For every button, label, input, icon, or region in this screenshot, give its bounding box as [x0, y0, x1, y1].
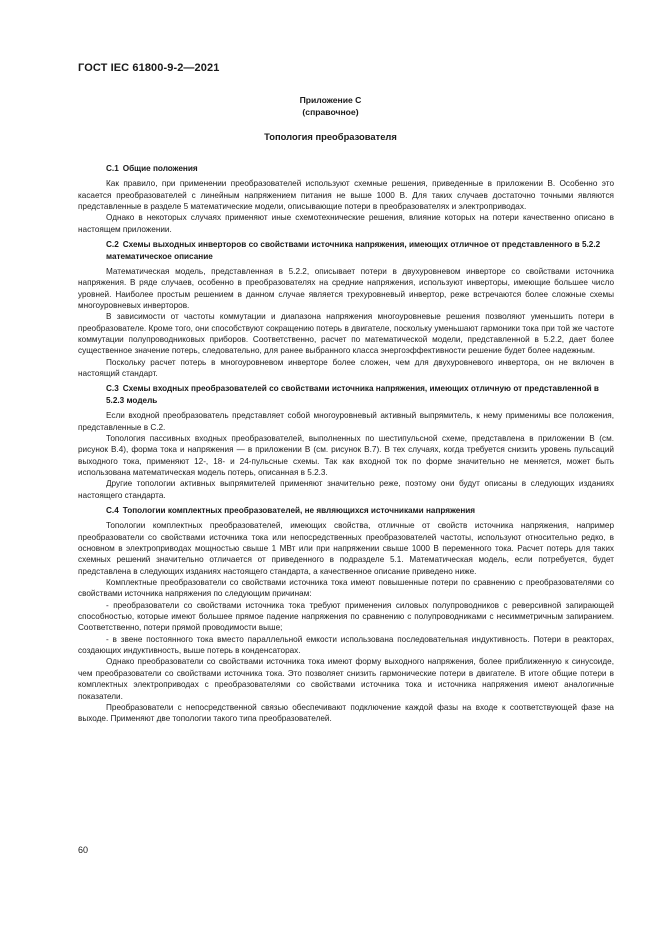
paragraph: Если входной преобразователь представляет собой многоуровневый активный выпрямитель, к нему применимы все положения, представленные в С.2.: [78, 411, 614, 432]
annex-subtitle: (справочное): [302, 107, 359, 117]
page-number: 60: [78, 845, 89, 855]
paragraph: Другие топологии активных выпрямителей применяют значительно реже, поэтому они будут описаны в следующих изданиях настоящего стандарта.: [78, 479, 614, 500]
paragraph: Как правило, при применении преобразователей используют схемные решения, приведенные в приложении В. Особенно это касается преобразователей с линейным напряжением питания не выше 1000 В. Для таких случаев достаточно точными являются представленные в разделе 5 математические модели, описывающие потери в преобразователях и электроприводах.: [78, 179, 614, 212]
paragraph: Однако в некоторых случаях применяют иные схемотехнические решения, влияние которых на потери качественно описано в настоящем приложении.: [78, 213, 614, 234]
section-heading: С.3 Схемы входных преобразователей со свойствами источника напряжения, имеющих отличную от представленной в 5.2.3 модель: [106, 384, 599, 405]
paragraph: Поскольку расчет потерь в многоуровневом инверторе более сложен, чем для двухуровневого инвертора, он не включен в настоящий стандарт.: [78, 357, 614, 379]
list-item: - преобразователи со свойствами источника тока требуют применения силовых полупроводников с реверсивной запирающей способностью, которые имеют большее прямое падение напряжения по сравнению с полупроводниками с несимметричным запиранием. Соответственно, потери прямой проводимости выше;: [78, 600, 614, 633]
document-header: ГОСТ IEC 61800-9-2—2021: [78, 62, 220, 74]
paragraph: Комплектные преобразователи со свойствами источника тока имеют повышенные потери по сравнению с преобразователями со свойствами источника напряжения по следующим причинам:: [78, 578, 614, 599]
annex-heading: Топология преобразователя: [264, 131, 397, 142]
paragraph: Однако преобразователи со свойствами источника тока имеют форму выходного напряжения, более приближенную к синусоиде, чем преобразователи со свойствами источника тока. Это позволяет снизить гармонические потери в двигателе. В итоге общие потери в комплектных электроприводах с преобразователями со свойствами источника тока и источника напряжения имеют аналогичные показатели.: [78, 657, 614, 701]
document-body: [78, 163, 614, 725]
section-heading: С.1 Общие положения: [106, 164, 198, 173]
paragraph: Топологии комплектных преобразователей, имеющих свойства, отличные от свойств источника напряжения, например преобразователи со свойствами источника тока или непосредственных преобразователей частоты, используют относительно редко, в основном в электроприводах мощностью свыше 1 МВт или при напряжении свыше 1000 В переменного тока. Расчет потерь для таких схемных решений значительно отличается от приведенного в подразделе 5.1. Математическая модель, если потребуется, будет представлена в следующих изданиях настоящего стандарта, а качественное описание приведено ниже.: [78, 521, 614, 576]
paragraph: В зависимости от частоты коммутации и диапазона напряжения многоуровневые решения позволяют уменьшить потери в преобразователе. Кроме того, они способствуют сокращению потерь в двигателе, поскольку уменьшают гармоники тока при той же частоте коммутации полупроводниковых приборов. Соответственно, расчет по математической модели, представленной в 5.2.2, дает более существенное значение потерь, следовательно, для ранее выбранного класса энергоэффективности решение будет более надежным.: [78, 312, 614, 356]
list-item: - в звене постоянного тока вместо параллельной емкости использована последовательная индуктивность. Потери в реакторах, создающих индуктивность, выше потерь в конденсаторах.: [78, 634, 614, 656]
section-heading: С.4 Топологии комплектных преобразователей, не являющихся источниками напряжения: [106, 505, 476, 515]
paragraph: Преобразователи с непосредственной связью обеспечивают подключение каждой фазы на входе к соответствующей фазе на выходе. Применяют две топологии такого типа преобразователей.: [78, 702, 614, 724]
paragraph: Топология пассивных входных преобразователей, выполненных по шестипульсной схеме, представлена в приложении В (см. рисунок В.4), форма тока и напряжения — в приложении В (см. рисунок В.7). В тех случаях, когда требуется снизить уровень пульсаций выходного тока, применяют 12-, 18- и 24-пульсные схемы. Так как входной ток по форме значительно не меняется, может быть использована математическая модель потерь, описанная в 5.2.3.: [78, 433, 614, 477]
paragraph: Математическая модель, представленная в 5.2.2, описывает потери в двухуровневом инверторе со свойствами источника напряжения. В ряде случаев, особенно в преобразователях на средние напряжения, используют инверторы, имеющие большее число уровней. Наиболее простым решением в данном случае является трехуровневый инвертор, реже встречаются более сложные схемы многоуровневых инверторов.: [78, 266, 614, 310]
section-heading: С.2 Схемы выходных инверторов со свойствами источника напряжения, имеющих отличное от представленного в 5.2.2 математическое описание: [106, 240, 601, 261]
annex-title: Приложение С: [299, 95, 362, 105]
